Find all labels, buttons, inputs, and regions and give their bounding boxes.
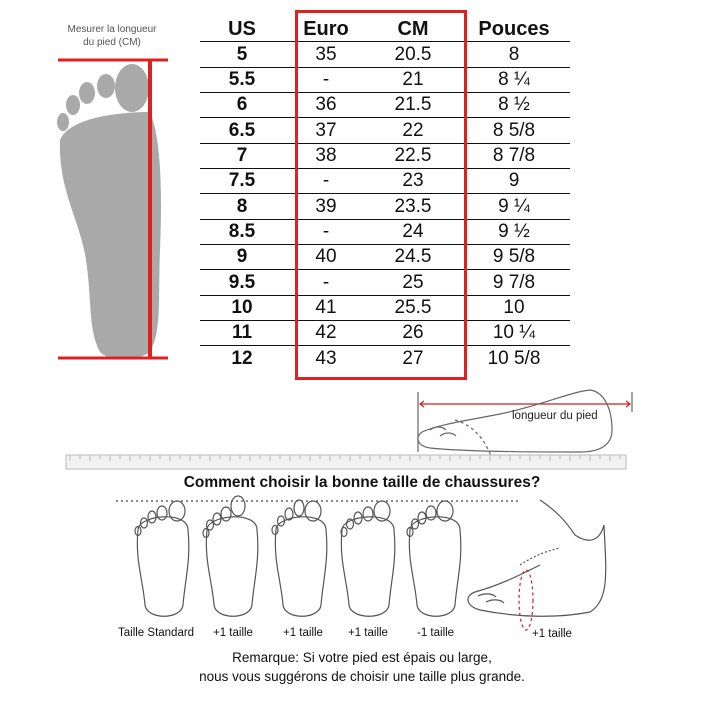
header-inches: Pouces	[458, 17, 570, 42]
cell-cm: 21.5	[368, 93, 458, 118]
header-us: US	[200, 17, 284, 42]
cell-us: 11	[200, 321, 284, 346]
foot-measure-label-line1: Mesurer la longueur	[67, 24, 157, 35]
ruler-graphic	[66, 455, 626, 469]
cell-cm: 27	[402, 347, 424, 369]
cell-cm: 23.5	[368, 194, 458, 219]
cell-euro: -	[284, 219, 368, 244]
high-instep-foot-graphic	[468, 500, 606, 630]
cell-euro: 42	[284, 321, 368, 346]
cell-cm: 26	[368, 321, 458, 346]
cell-us: 7.5	[200, 169, 284, 194]
cell-cm: 24.5	[368, 245, 458, 270]
foot-outline-short	[407, 501, 461, 616]
cell-cm: 22.5	[368, 143, 458, 168]
note-line-2: nous vous suggérons de choisir une taille plus grande.	[199, 669, 525, 684]
cell-us: 8.5	[200, 219, 284, 244]
cell-euro: -	[284, 270, 368, 295]
cell-inches: 9	[458, 169, 570, 194]
foot-outline-long-toe	[272, 500, 327, 616]
cell-euro: 41	[284, 295, 368, 320]
cell-inches: 8 ¼	[458, 67, 570, 92]
cell-inches: 9 ½	[458, 219, 570, 244]
cell-cm: 22	[368, 118, 458, 143]
caption-plus-one-a: +1 taille	[213, 627, 253, 639]
cell-inches: 10	[458, 295, 570, 320]
header-euro: Euro	[284, 17, 368, 42]
cell-inches: 9 ¼	[458, 194, 570, 219]
cell-cm: 21	[368, 67, 458, 92]
cell-cm: 23	[368, 169, 458, 194]
caption-minus-one: -1 taille	[417, 627, 455, 639]
cell-euro: 37	[284, 118, 368, 143]
cell-us: 10	[200, 295, 284, 320]
note-line-1: Remarque: Si votre pied est épais ou large,	[232, 650, 492, 665]
cell-cm: 25	[368, 270, 458, 295]
caption-plus-one-d: +1 taille	[532, 628, 572, 640]
cell-us: 12	[231, 347, 253, 369]
foot-length-label: longueur du pied	[512, 410, 598, 422]
cell-euro: 39	[284, 194, 368, 219]
cell-cm: 24	[368, 219, 458, 244]
cell-inches: 10 ¼	[458, 321, 570, 346]
cell-inches: 9 5/8	[458, 245, 570, 270]
caption-plus-one-c: +1 taille	[348, 627, 388, 639]
cell-inches: 8 ½	[458, 93, 570, 118]
cell-euro: 35	[284, 42, 368, 67]
cell-us: 5.5	[200, 67, 284, 92]
foot-outline-wide	[341, 501, 395, 616]
cell-inches: 8 5/8	[458, 118, 570, 143]
cell-inches: 10 5/8	[487, 347, 541, 369]
side-foot-graphic	[418, 390, 632, 456]
cell-us: 5	[200, 42, 284, 67]
cell-cm: 25.5	[368, 295, 458, 320]
foot-measure-label-line2: du pied (CM)	[83, 37, 141, 48]
caption-plus-one-b: +1 taille	[283, 627, 323, 639]
cell-us: 8	[200, 194, 284, 219]
foot-outline-narrow	[203, 496, 258, 616]
header-cm: CM	[368, 17, 458, 42]
cell-euro: 43	[315, 347, 337, 369]
caption-standard: Taille Standard	[118, 627, 195, 639]
cell-cm: 20.5	[368, 42, 458, 67]
cell-euro: -	[284, 169, 368, 194]
cell-us: 7	[200, 143, 284, 168]
cell-euro: 38	[284, 143, 368, 168]
cell-us: 6.5	[200, 118, 284, 143]
cell-us: 6	[200, 93, 284, 118]
cell-inches: 8	[458, 42, 570, 67]
cell-euro: -	[284, 67, 368, 92]
guide-heading: Comment choisir la bonne taille de chaussures?	[183, 474, 541, 491]
cell-inches: 8 7/8	[458, 143, 570, 168]
foot-outline-standard	[135, 501, 189, 616]
cell-us: 9.5	[200, 270, 284, 295]
cell-us: 9	[200, 245, 284, 270]
cell-euro: 40	[284, 245, 368, 270]
cell-inches: 9 7/8	[458, 270, 570, 295]
cell-euro: 36	[284, 93, 368, 118]
